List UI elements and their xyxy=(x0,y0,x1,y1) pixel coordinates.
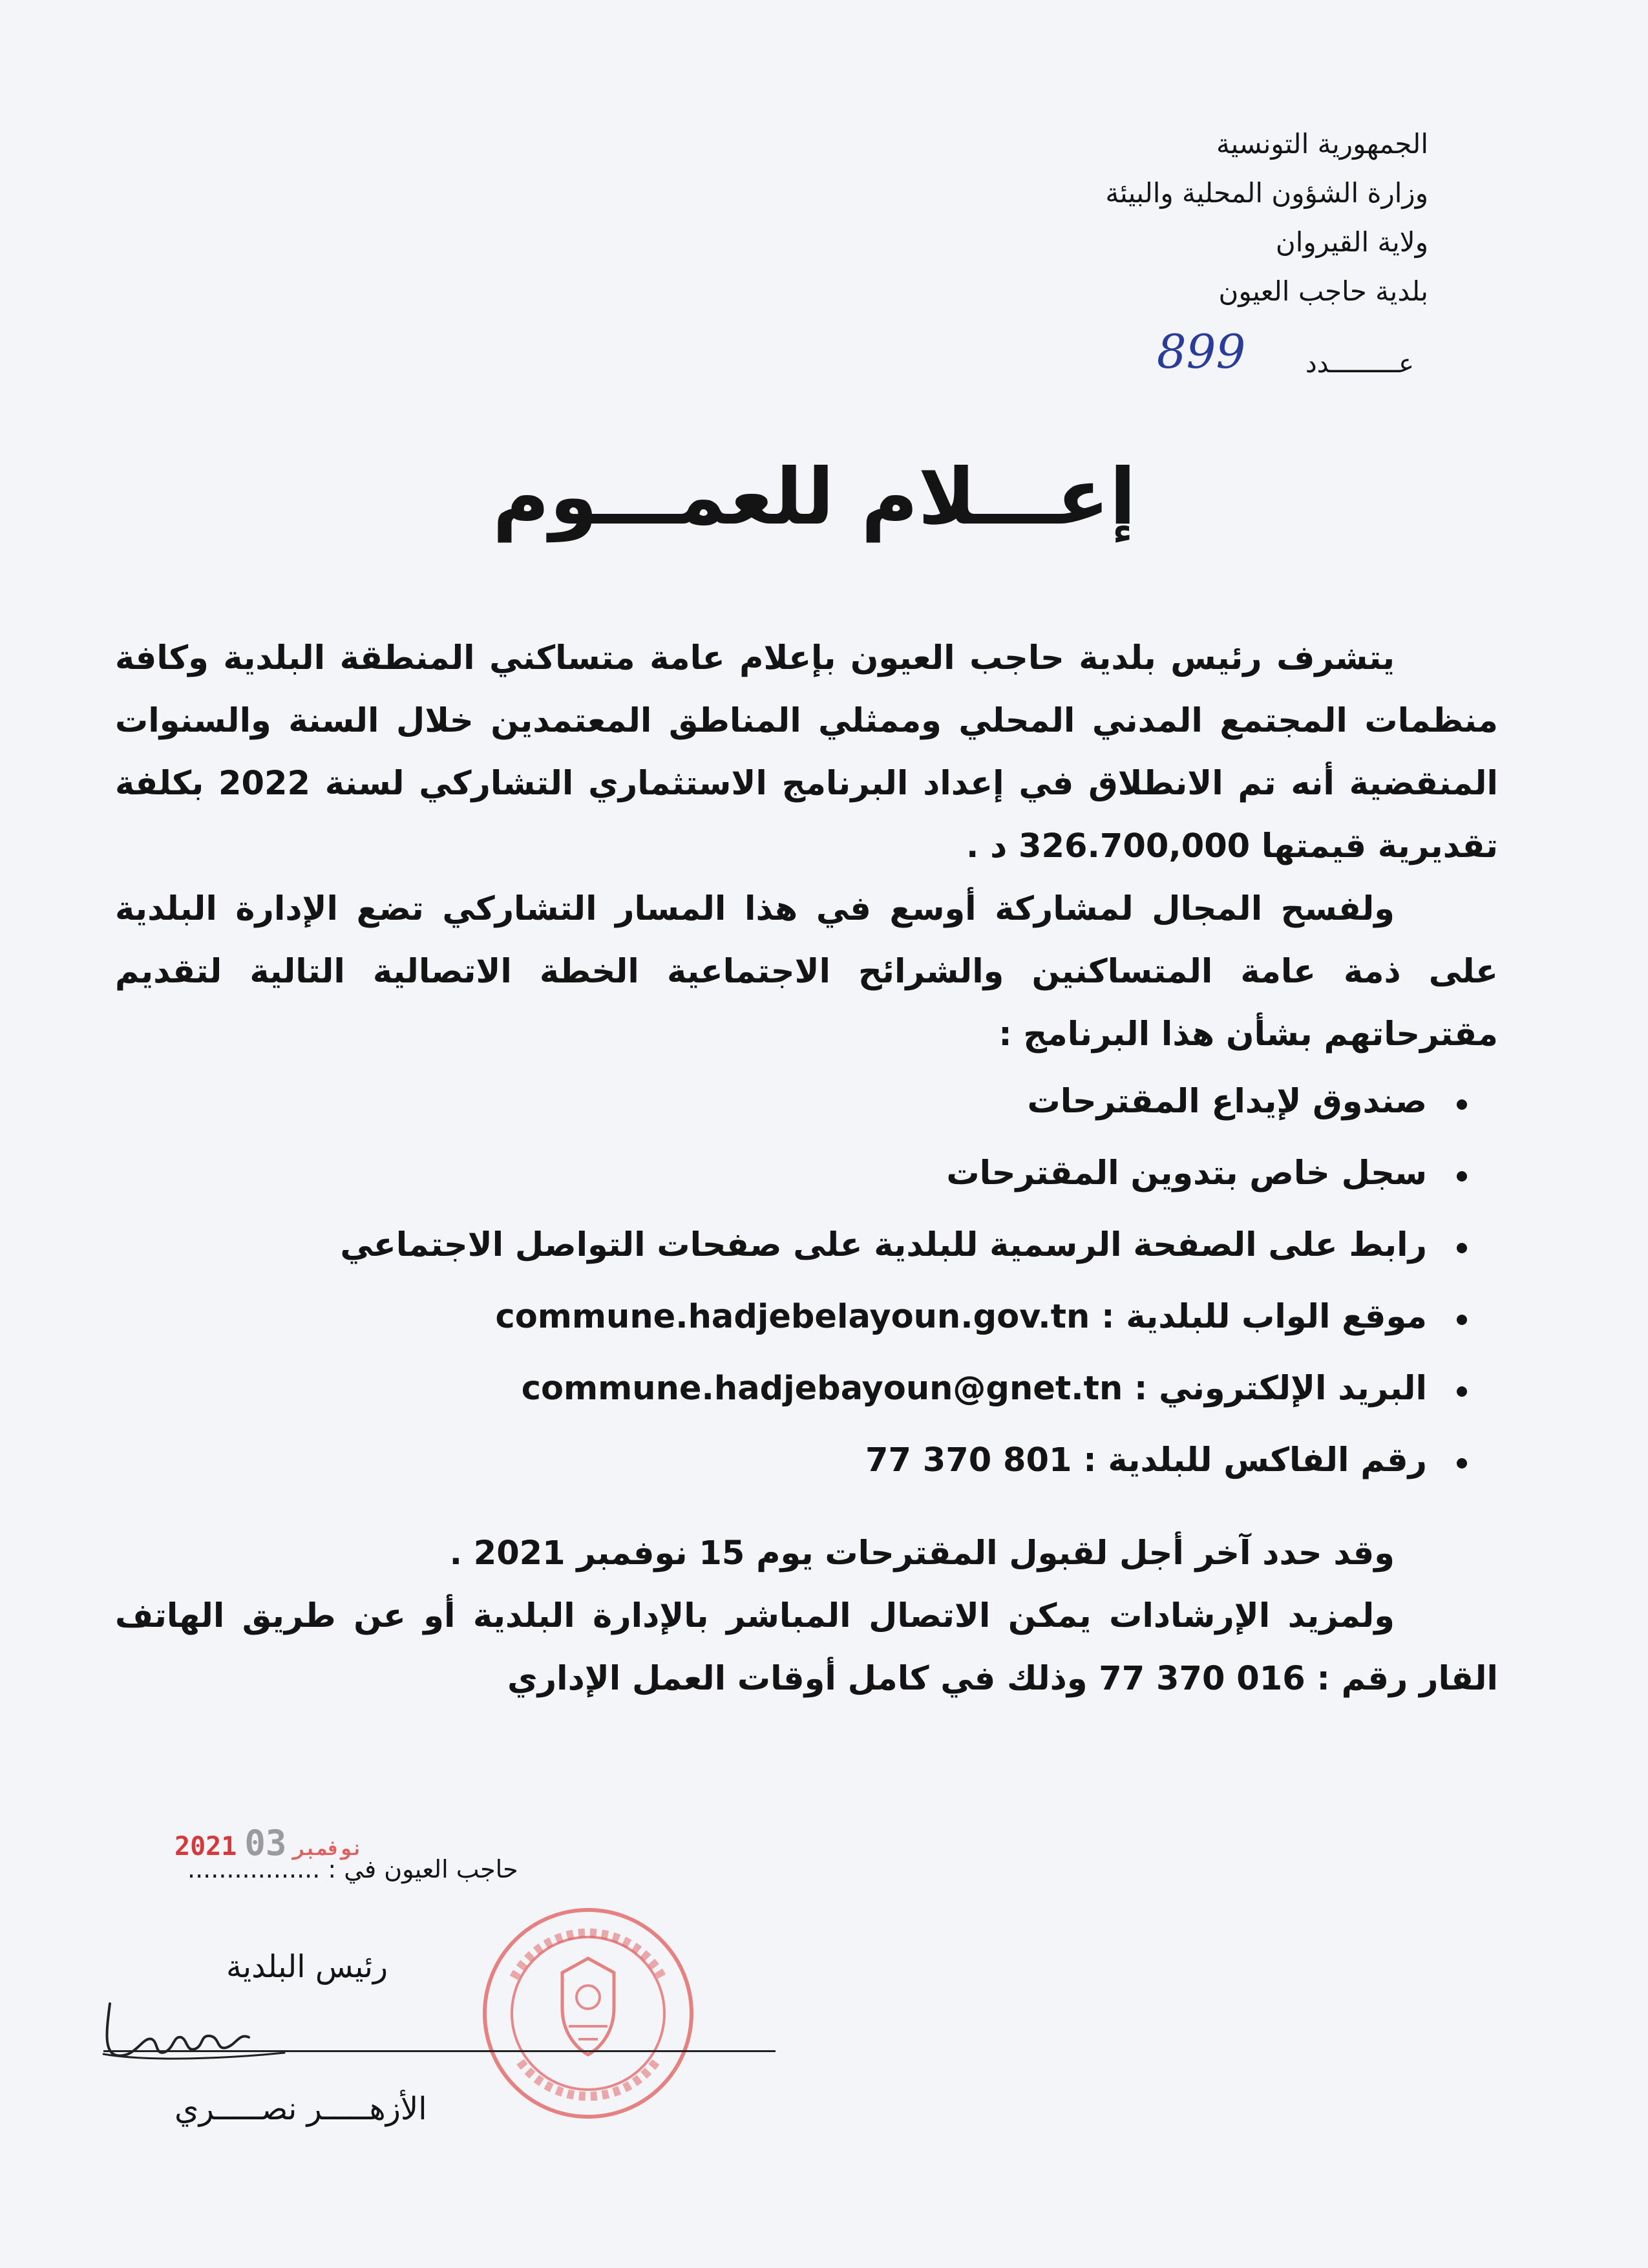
signature-line xyxy=(103,2050,776,2052)
list-item xyxy=(115,1425,1427,1496)
email-value: commune.hadjebayoun@gnet.tn xyxy=(521,1370,1123,1408)
list-item-text: رابط على الصفحة الرسمية للبلدية على صفحات التواصل الاجتماعي xyxy=(340,1226,1427,1264)
notice-body xyxy=(115,627,1498,1710)
signature-block xyxy=(0,1823,1648,2185)
website-value: commune.hadjebelayoun.gov.tn xyxy=(495,1298,1090,1336)
reference-handwritten-number: 899 xyxy=(1156,324,1246,379)
list-item xyxy=(115,1138,1427,1209)
intro-paragraph: يتشرف رئيس بلدية حاجب العيون بإعلام عامة متساكني المنطقة البلدية وكافة منظمات المجتمع المدني المحلي وممثلي المناطق المعتمدين خلال السنة والسنوات المنقضية أنه تم الانطلاق في إعداد البرنامج الاستثماري التشاركي لسنة 2022 بكلفة تقديرية قيمتها 326.700,000 د . xyxy=(115,639,1498,865)
list-item-text: موقع الواب للبلدية : xyxy=(1090,1298,1427,1336)
list-item-text: صندوق لإيداع المقترحات xyxy=(1027,1083,1427,1121)
place-date: حاجب العيون في : ................. xyxy=(187,1855,518,1883)
mayor-title: رئيس البلدية xyxy=(226,1949,388,1985)
deadline-paragraph: وقد حدد آخر أجل لقبول المقترحات يوم 15 نوفمبر 2021 . xyxy=(449,1534,1395,1573)
list-item xyxy=(115,1066,1427,1138)
letterhead-line: بلدية حاجب العيون xyxy=(1218,275,1428,307)
stamp-year: 2021 xyxy=(174,1832,237,1861)
reference-number xyxy=(1156,324,1414,379)
list-item-text: رقم الفاكس للبلدية : xyxy=(1072,1441,1427,1479)
channels-list xyxy=(115,1066,1498,1496)
fax-value: 77 370 801 xyxy=(865,1441,1072,1479)
list-item xyxy=(115,1353,1427,1425)
list-item xyxy=(115,1281,1427,1353)
reference-label: عـــــــــدد xyxy=(1305,349,1414,379)
letterhead-line: وزارة الشؤون المحلية والبيئة xyxy=(1105,177,1428,209)
page-title: إعـــلام للعمـــوم xyxy=(492,452,1136,542)
stamp-day: 03 xyxy=(244,1823,287,1863)
list-item xyxy=(115,1209,1427,1281)
letterhead xyxy=(847,120,1428,316)
participation-paragraph: ولفسح المجال لمشاركة أوسع في هذا المسار التشاركي تضع الإدارة البلدية على ذمة عامة المتساكنين والشرائح الاجتماعية الخطة الاتصالية التالية لتقديم مقترحاتهم بشأن هذا البرنامج : xyxy=(115,890,1498,1054)
letterhead-line: الجمهورية التونسية xyxy=(1216,128,1428,160)
stamp-month: نوفمبر xyxy=(293,1838,363,1860)
letterhead-line: ولاية القيروان xyxy=(1275,226,1428,258)
list-item-text: البريد الإلكتروني : xyxy=(1123,1370,1427,1408)
official-seal-icon xyxy=(475,1900,701,2126)
contact-paragraph: ولمزيد الإرشادات يمكن الاتصال المباشر بالإدارة البلدية أو عن طريق الهاتف القار رقم : 016 370 77 وذلك في كامل أوقات العمل الإداري xyxy=(115,1597,1498,1698)
list-item-text: سجل خاص بتدوين المقترحات xyxy=(946,1154,1427,1192)
handwritten-signature-icon xyxy=(97,1991,291,2081)
mayor-name: الأزهـــــر نصـــــري xyxy=(174,2091,427,2127)
